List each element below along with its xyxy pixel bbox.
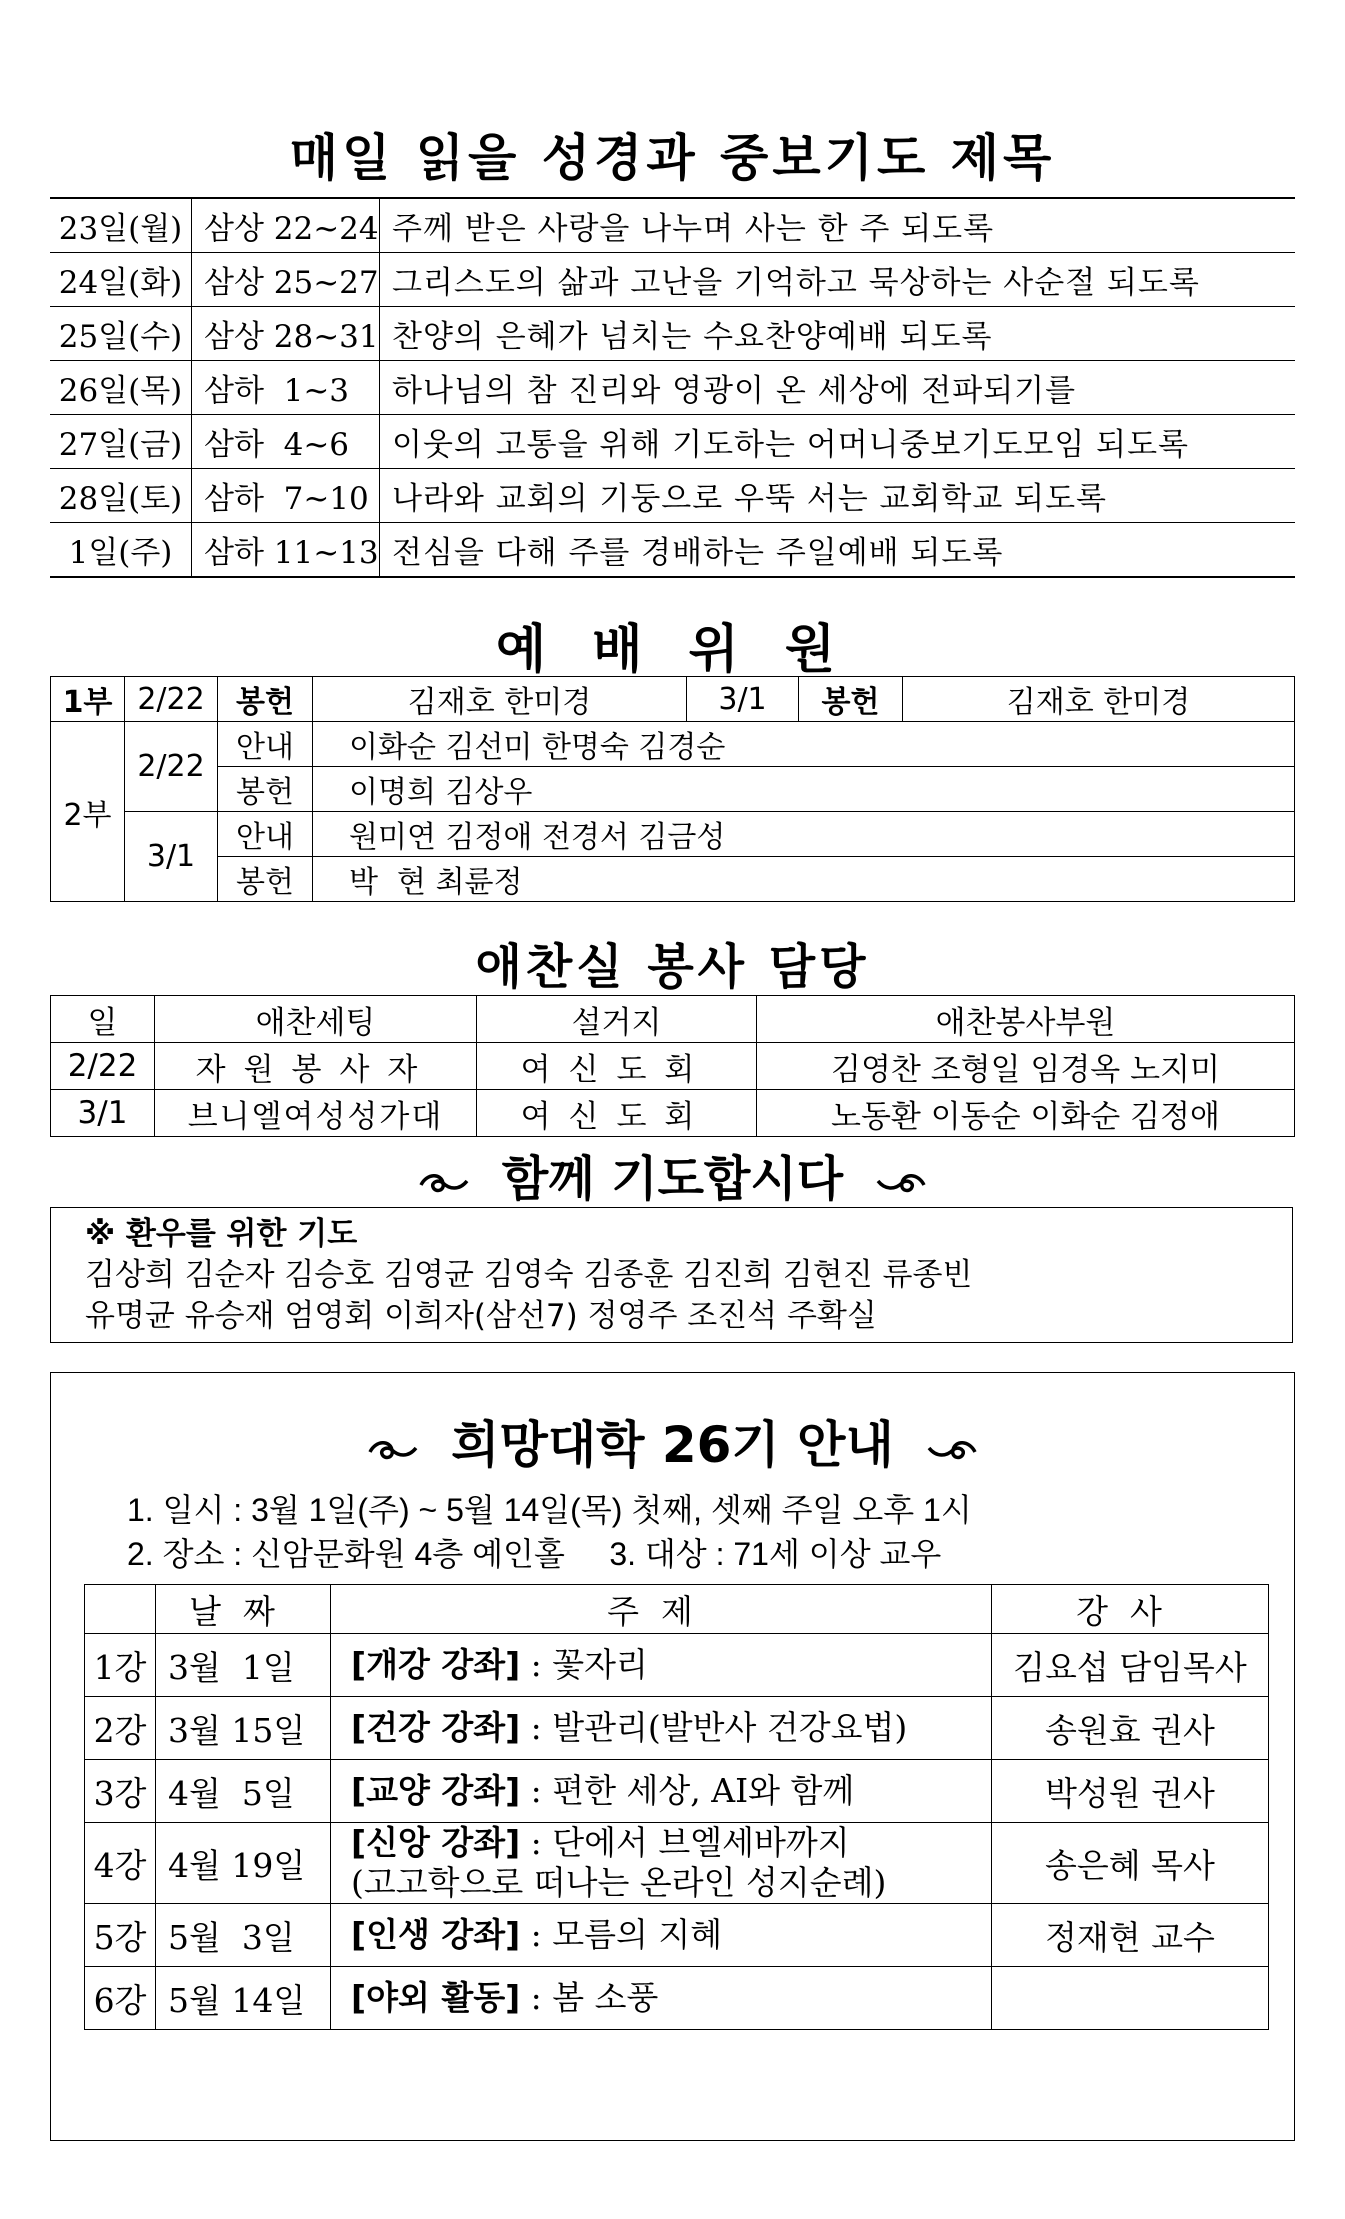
part-label: 2부 [51,722,125,902]
reading-range: 삼하 7~10 [192,469,380,523]
kitchen-header: 애찬봉사부원 [757,996,1295,1043]
reading-range: 삼하 11~13 [192,523,380,578]
kitchen-dishes: 여신도회 [477,1043,757,1090]
lecture-header: 날짜 [156,1585,331,1634]
worship-row [51,857,1295,902]
reading-date: 1일(주) [50,523,192,578]
lecture-header-blank [85,1585,156,1634]
reading-date: 27일(금) [50,415,192,469]
lecture-title: : 봄 소풍 [520,1978,659,2017]
reading-prayer: 나라와 교회의 기둥으로 우뚝 서는 교회학교 되도록 [380,469,1296,523]
lecture-topic-line [351,1771,991,1811]
kitchen-header: 애찬세팅 [155,996,477,1043]
lecture-category: [야외 활동] [351,1978,521,2017]
lecture-date: 4월 19일 [156,1823,331,1904]
reading-prayer: 이웃의 고통을 위해 기도하는 어머니중보기도모임 되도록 [380,415,1296,469]
worship-date: 2/22 [125,722,218,812]
lecture-topic [331,1904,992,1967]
lecture-number: 4강 [85,1823,156,1904]
lecture-category: [교양 강좌] [351,1771,521,1810]
lecture-number: 5강 [85,1904,156,1967]
lecture-speaker: 정재현 교수 [992,1904,1269,1967]
worship-role: 봉헌 [218,857,313,902]
worship-role: 안내 [218,722,313,767]
reading-table [50,197,1295,578]
lecture-row [85,1760,1269,1823]
lecture-topic-line [351,1645,991,1685]
reading-row [50,361,1295,415]
kitchen-day: 2/22 [51,1043,155,1090]
kitchen-header-row [51,996,1295,1043]
ornament-right-icon [925,1434,979,1464]
reading-date: 24일(화) [50,253,192,307]
lecture-title: : 편한 세상, AI와 함께 [520,1771,855,1810]
worship-date: 2/22 [125,677,218,722]
lecture-speaker: 송은혜 목사 [992,1823,1269,1904]
lecture-category: [인생 강좌] [351,1915,521,1954]
reading-date: 25일(수) [50,307,192,361]
reading-prayer: 하나님의 참 진리와 영광이 온 세상에 전파되기를 [380,361,1296,415]
worship-title: 예 배 위 원 [495,620,850,680]
reading-prayer: 주께 받은 사랑을 나누며 사는 한 주 되도록 [380,198,1296,253]
lecture-topic [331,1634,992,1697]
lecture-topic [331,1967,992,2030]
ornament-left-icon [417,1167,471,1197]
lecture-header: 강사 [992,1585,1269,1634]
kitchen-day: 3/1 [51,1090,155,1137]
lecture-row [85,1634,1269,1697]
prayer-box [50,1207,1293,1343]
worship-names: 이화순 김선미 한명숙 김경순 [313,722,1295,767]
lecture-number: 6강 [85,1967,156,2030]
kitchen-members: 김영찬 조형일 임경옥 노지미 [757,1043,1295,1090]
worship-table [50,676,1295,902]
worship-date: 3/1 [125,812,218,902]
lecture-topic-line [351,1708,991,1748]
lecture-row [85,1904,1269,1967]
reading-range: 삼하 1~3 [192,361,380,415]
lecture-title: : 모름의 지혜 [520,1915,723,1954]
lecture-category: [개강 강좌] [351,1645,521,1684]
lecture-topic-line [351,1978,991,2018]
worship-date: 3/1 [687,677,799,722]
reading-prayer: 그리스도의 삶과 고난을 기억하고 묵상하는 사순절 되도록 [380,253,1296,307]
worship-names: 이명희 김상우 [313,767,1295,812]
worship-names: 박 현 최륜정 [313,857,1295,902]
lecture-subtitle: (고고학으로 떠나는 온라인 성지순례) [351,1863,887,1902]
kitchen-table [50,995,1295,1137]
lecture-date: 4월 5일 [156,1760,331,1823]
ornament-right-icon [874,1167,928,1197]
lecture-topic [331,1697,992,1760]
reading-date: 26일(목) [50,361,192,415]
hope-university-box [50,1372,1295,2141]
reading-range: 삼상 25~27 [192,253,380,307]
lecture-row [85,1823,1269,1904]
part-label: 1부 [51,677,125,722]
lecture-topic-line [351,1823,991,1863]
worship-role: 봉헌 [218,677,313,722]
lecture-title: : 꽃자리 [520,1645,648,1684]
lecture-header-row [85,1585,1269,1634]
lecture-topic-line [351,1915,991,1955]
worship-row [51,767,1295,812]
hope-info-schedule: 1. 일시 : 3월 1일(주) ~ 5월 14일(목) 첫째, 셋째 주일 오후 1시 [127,1492,972,1528]
reading-row [50,253,1295,307]
kitchen-header: 설거지 [477,996,757,1043]
lecture-speaker: 박성원 권사 [992,1760,1269,1823]
reading-title: 매일 읽을 성경과 중보기도 제목 [289,129,1056,187]
kitchen-row [51,1090,1295,1137]
reading-row [50,415,1295,469]
worship-role: 봉헌 [218,767,313,812]
prayer-title: 함께 기도합시다 [501,1151,844,1207]
lecture-row [85,1697,1269,1760]
hope-title-row [51,1405,1294,1477]
ornament-left-icon [366,1434,420,1464]
reading-row [50,523,1295,578]
lecture-date: 3월 15일 [156,1697,331,1760]
lecture-date: 5월 3일 [156,1904,331,1967]
reading-range: 삼상 22~24 [192,198,380,253]
reading-range: 삼상 28~31 [192,307,380,361]
reading-prayer: 전심을 다해 주를 경배하는 주일예배 되도록 [380,523,1296,578]
prayer-title-row [50,1140,1295,1209]
lecture-speaker: 송원효 권사 [992,1697,1269,1760]
lecture-topic [331,1760,992,1823]
lecture-number: 1강 [85,1634,156,1697]
lecture-title: : 발관리(발반사 건강요법) [520,1708,908,1747]
lecture-header: 주제 [331,1585,992,1634]
lecture-row [85,1967,1269,2030]
lecture-topic [331,1823,992,1904]
kitchen-setting: 자원봉사자 [155,1043,477,1090]
lecture-speaker [992,1967,1269,2030]
reading-date: 23일(월) [50,198,192,253]
kitchen-header: 일 [51,996,155,1043]
lecture-category: [신앙 강좌] [351,1823,521,1862]
reading-row [50,198,1295,253]
reading-date: 28일(토) [50,469,192,523]
kitchen-members: 노동환 이동순 이화순 김정애 [757,1090,1295,1137]
prayer-names-line: 김상희 김순자 김승호 김영균 김영숙 김종훈 김진희 김현진 류종빈 [85,1257,973,1293]
worship-names: 김재호 한미경 [903,677,1295,722]
lecture-date: 5월 14일 [156,1967,331,2030]
worship-names: 김재호 한미경 [313,677,687,722]
worship-row [51,812,1295,857]
reading-row [50,469,1295,523]
lecture-title: : 단에서 브엘세바까지 [520,1823,850,1862]
kitchen-setting: 브니엘여성성가대 [155,1090,477,1137]
reading-range: 삼하 4~6 [192,415,380,469]
worship-row [51,722,1295,767]
reading-row [50,307,1295,361]
worship-names: 원미연 김정애 전경서 김금성 [313,812,1295,857]
lecture-number: 2강 [85,1697,156,1760]
lecture-date: 3월 1일 [156,1634,331,1697]
lecture-speaker: 김요섭 담임목사 [992,1634,1269,1697]
kitchen-row [51,1043,1295,1090]
lecture-number: 3강 [85,1760,156,1823]
worship-role: 안내 [218,812,313,857]
kitchen-dishes: 여신도회 [477,1090,757,1137]
worship-row-part1 [51,677,1295,722]
hope-info-place: 2. 장소 : 신암문화원 4층 예인홀 3. 대상 : 71세 이상 교우 [127,1536,942,1572]
reading-prayer: 찬양의 은혜가 넘치는 수요찬양예배 되도록 [380,307,1296,361]
lecture-table [84,1584,1269,2030]
prayer-heading: ※ 환우를 위한 기도 [85,1216,358,1252]
worship-role: 봉헌 [799,677,903,722]
lecture-category: [건강 강좌] [351,1708,521,1747]
hope-title: 희망대학 26기 안내 [451,1416,894,1474]
kitchen-title: 애찬실 봉사 담당 [475,939,870,995]
prayer-names-line: 유명균 유승재 엄영회 이희자(삼선7) 정영주 조진석 주확실 [85,1298,877,1334]
